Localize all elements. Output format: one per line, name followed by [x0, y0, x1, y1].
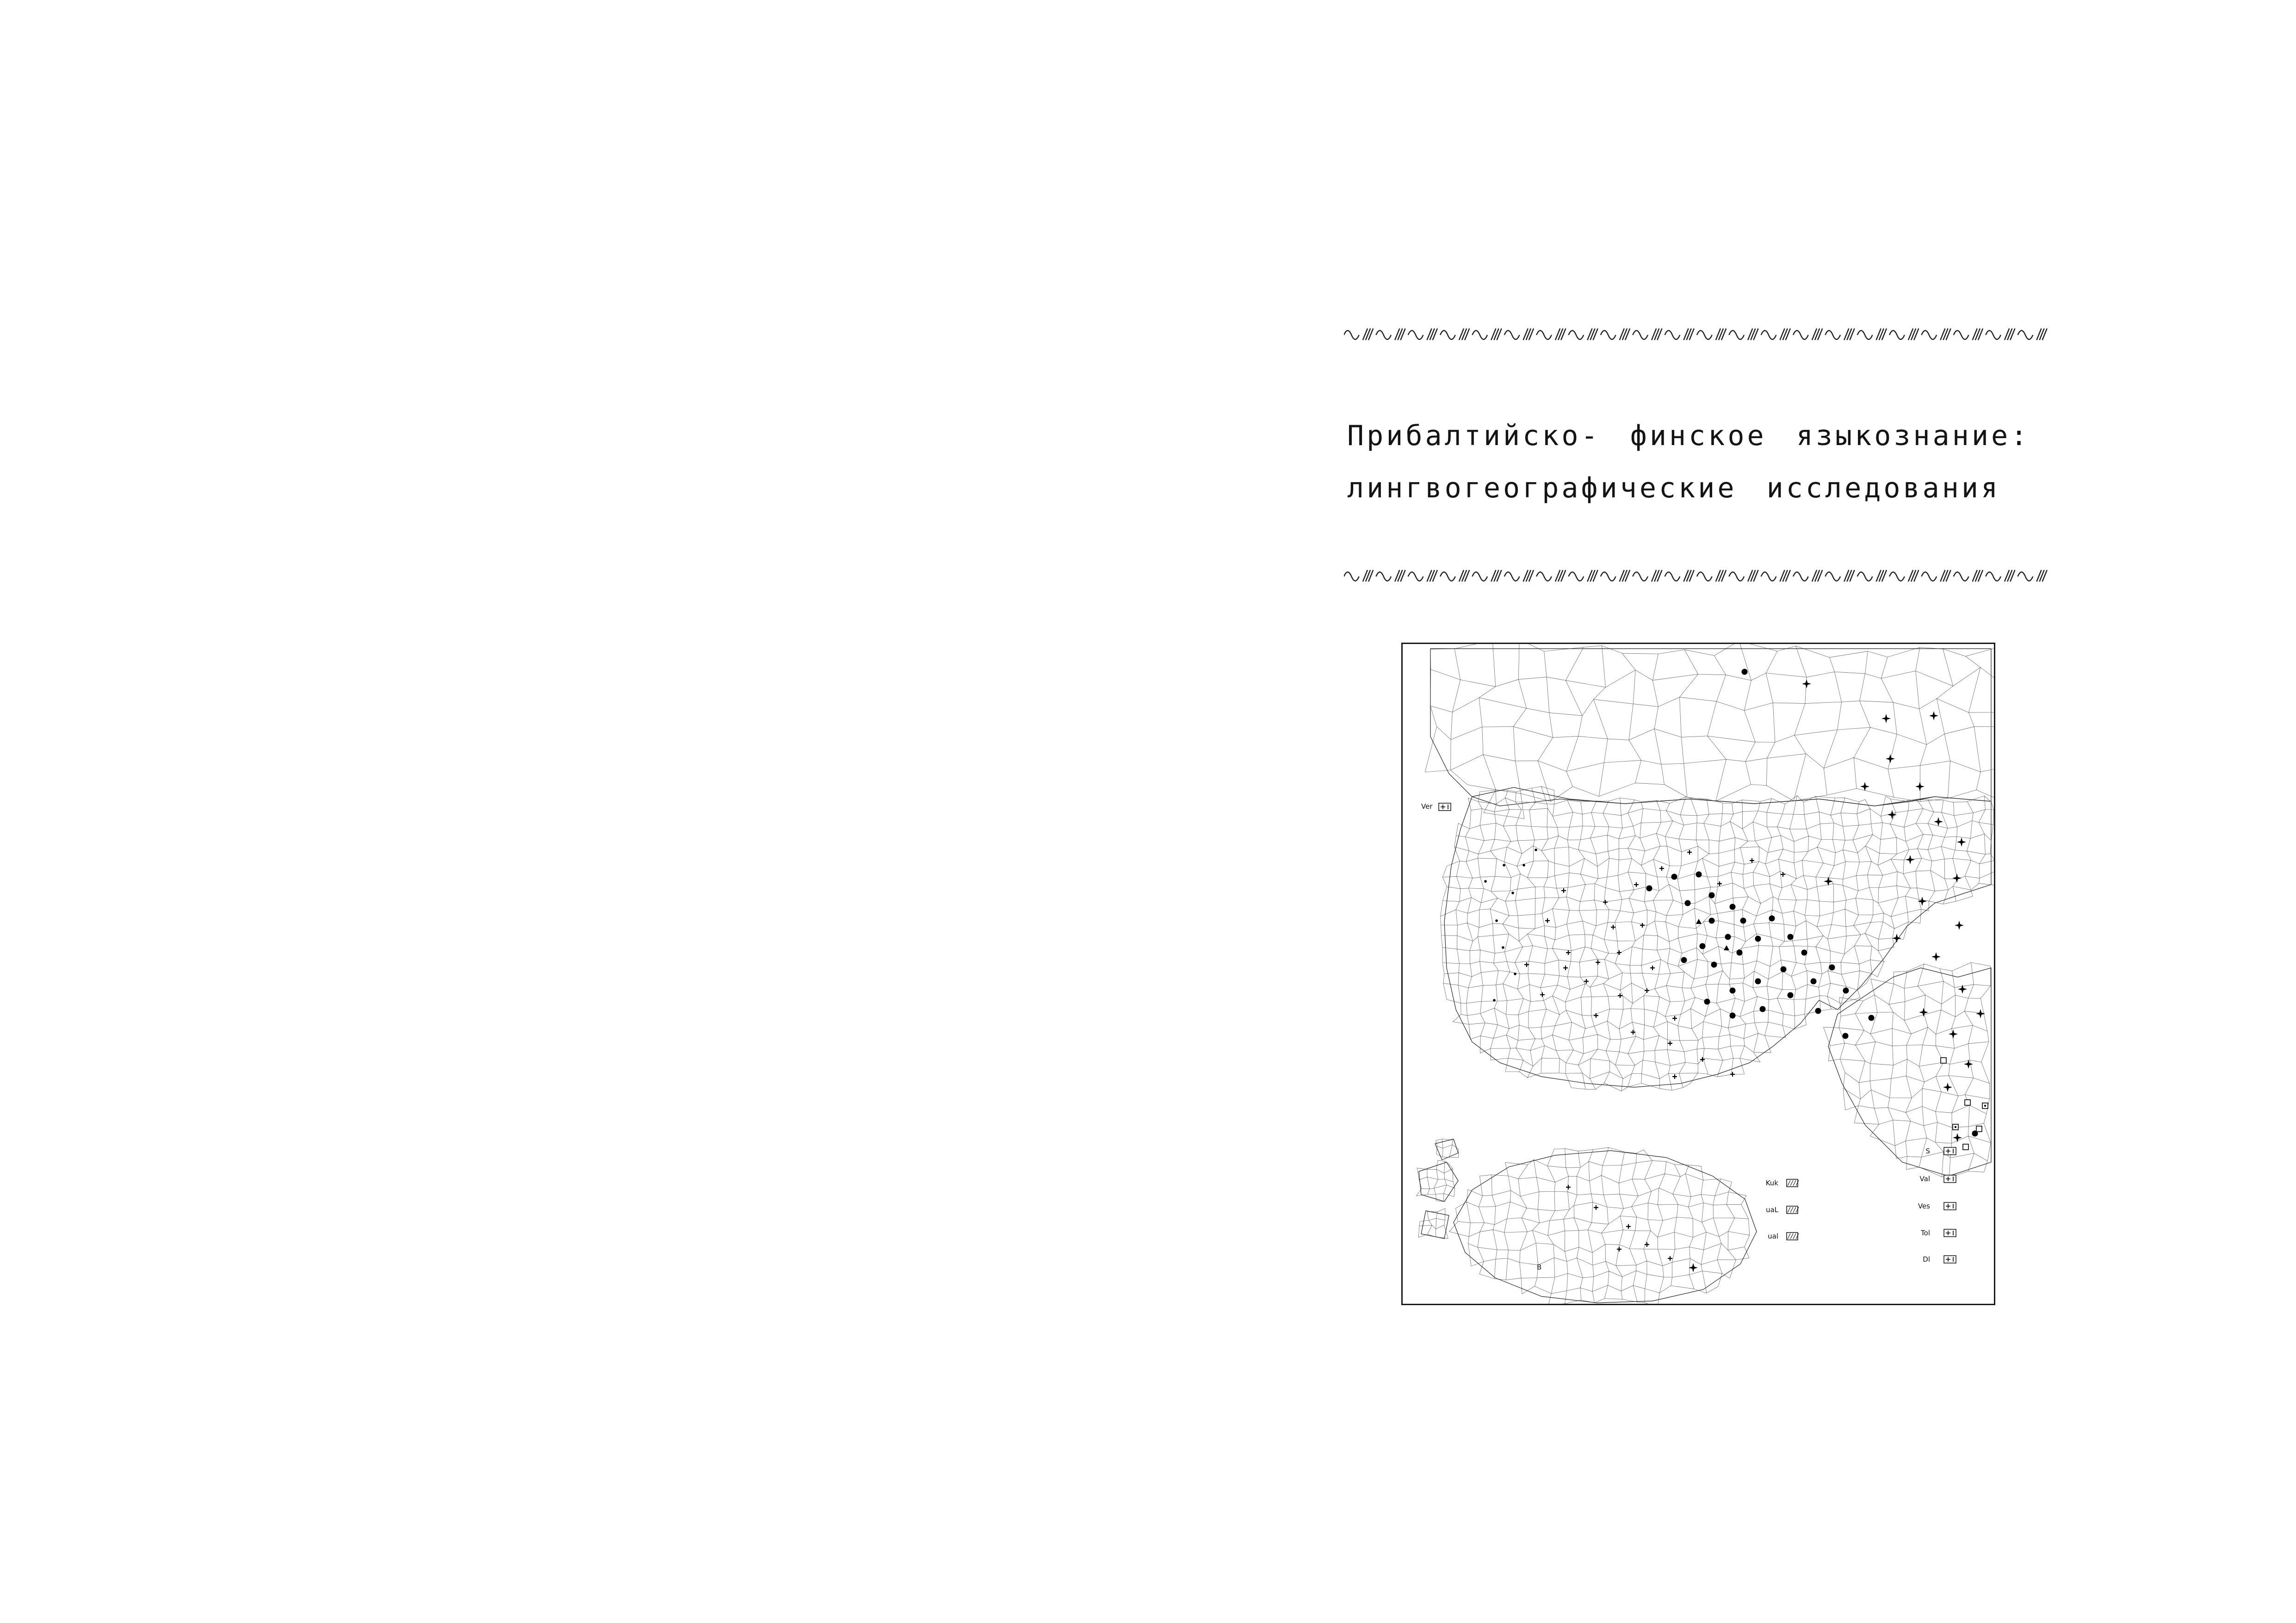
filled-circle-marker — [1681, 957, 1687, 963]
cross-marker — [1596, 960, 1600, 965]
ornament-divider-top — [1344, 324, 2052, 345]
cross-marker — [1631, 1030, 1635, 1035]
star-marker — [1915, 782, 1925, 791]
cross-marker — [1594, 1013, 1598, 1018]
star-marker — [1931, 952, 1941, 961]
star-marker — [1802, 679, 1811, 688]
cross-marker — [1672, 1074, 1677, 1079]
legend-label: Kuk — [1765, 1179, 1778, 1187]
filled-circle-marker — [1740, 918, 1746, 924]
dot-marker — [1535, 849, 1537, 851]
filled-circle-marker — [1730, 904, 1736, 910]
star-marker — [1918, 897, 1927, 906]
cross-marker — [1781, 872, 1785, 877]
cross-marker — [1566, 950, 1571, 955]
cross-marker — [1687, 850, 1692, 855]
filled-circle-marker — [1742, 669, 1748, 675]
filled-circle-marker — [1801, 950, 1807, 956]
cross-marker — [1668, 1256, 1672, 1261]
dot-marker — [1502, 946, 1504, 949]
cross-marker — [1645, 988, 1649, 993]
filled-circle-marker — [1829, 965, 1835, 971]
cross-marker — [1540, 992, 1545, 997]
dot-marker — [1514, 973, 1516, 975]
open-square-marker — [1941, 1058, 1946, 1063]
title-line-2: лингвогеографические исследования — [1347, 472, 2001, 504]
star-marker — [1892, 934, 1901, 943]
cross-marker — [1611, 925, 1615, 929]
filled-circle-marker — [1815, 1008, 1821, 1014]
triangle-marker — [1724, 945, 1729, 950]
cross-marker — [1545, 918, 1550, 923]
cross-marker — [1750, 858, 1754, 863]
cross-marker — [1672, 1016, 1677, 1021]
cross-marker — [1617, 1247, 1621, 1251]
cross-marker — [1634, 882, 1639, 887]
cross-marker — [1618, 993, 1622, 998]
star-marker — [1952, 873, 1962, 883]
dialect-map-figure — [1401, 643, 1995, 1305]
title-line-1: Прибалтийско- финское языкознание: — [1347, 420, 2030, 452]
ver-annotation — [1421, 802, 1451, 811]
legend-left-column — [1766, 1179, 1799, 1240]
filled-circle-marker — [1725, 934, 1731, 940]
star-marker — [1953, 1133, 1962, 1142]
parish-boundary-mesh — [1417, 644, 1994, 1304]
filled-circle-marker — [1730, 988, 1736, 994]
cross-marker — [1603, 900, 1608, 904]
filled-circle-marker — [1671, 874, 1677, 880]
dot-marker — [1522, 864, 1525, 867]
filled-circle-marker — [1811, 979, 1817, 985]
open-square-marker — [1963, 1144, 1968, 1150]
legend-right-column — [1918, 1147, 1956, 1264]
cross-marker — [1650, 966, 1655, 970]
b-label: B — [1537, 1263, 1542, 1271]
filled-circle-marker — [1709, 892, 1715, 898]
star-marker — [1906, 855, 1915, 864]
dot-marker — [1511, 892, 1514, 894]
legend-label: Ves — [1918, 1202, 1930, 1210]
cross-marker — [1594, 1205, 1598, 1210]
star-marker — [1943, 1083, 1952, 1092]
page-title — [1347, 410, 2030, 514]
cross-marker — [1617, 950, 1621, 955]
star-marker — [1949, 1029, 1958, 1039]
filled-circle-marker — [1788, 934, 1794, 940]
filled-circle-marker — [1843, 1033, 1849, 1039]
filled-circle-marker — [1788, 992, 1794, 998]
filled-circle-marker — [1781, 966, 1787, 973]
legend-label: Val — [1919, 1175, 1930, 1183]
star-marker — [1976, 1009, 1985, 1018]
star-marker — [1964, 1059, 1973, 1069]
cross-marker — [1659, 866, 1664, 871]
filled-circle-marker — [1769, 916, 1775, 922]
open-square-marker — [1976, 1126, 1982, 1132]
filled-circle-marker — [1737, 950, 1743, 956]
filled-circle-marker — [1755, 936, 1761, 942]
dot-marker — [1484, 880, 1487, 883]
filled-circle-marker — [1709, 918, 1715, 924]
filled-circle-marker — [1685, 900, 1691, 906]
cross-marker — [1626, 1224, 1631, 1229]
dot-marker — [1503, 864, 1505, 867]
star-marker — [1886, 754, 1895, 763]
star-marker — [1955, 921, 1964, 930]
dot-marker — [1495, 919, 1498, 922]
legend-label: S — [1925, 1147, 1930, 1155]
dot-marker — [1493, 999, 1496, 1002]
filled-circle-marker — [1843, 988, 1849, 994]
dialect-map — [1403, 644, 1994, 1304]
filled-circle-marker — [1646, 886, 1652, 892]
triangle-marker — [1696, 919, 1702, 924]
star-marker — [1934, 817, 1943, 826]
legend-label: ual — [1768, 1232, 1778, 1240]
open-square-marker — [1965, 1100, 1970, 1105]
star-marker — [1929, 711, 1938, 720]
filled-circle-marker — [1760, 1006, 1766, 1012]
filled-circle-marker — [1755, 979, 1761, 985]
cross-marker — [1561, 888, 1566, 893]
cross-marker — [1640, 923, 1645, 928]
cross-marker — [1566, 1185, 1571, 1189]
legend-label: Tol — [1921, 1229, 1930, 1237]
cross-marker — [1645, 1242, 1649, 1247]
ver-label: Ver — [1421, 802, 1433, 811]
filled-circle-marker — [1700, 943, 1706, 949]
legend-label: uaL — [1765, 1206, 1778, 1214]
legend-label: Dl — [1923, 1255, 1930, 1264]
filled-circle-marker — [1730, 1013, 1736, 1019]
cross-marker — [1668, 1041, 1672, 1046]
filled-circle-marker — [1696, 872, 1702, 878]
cross-marker — [1700, 1057, 1705, 1062]
ornament-divider-bottom — [1344, 565, 2052, 587]
filled-circle-marker — [1711, 962, 1717, 968]
star-marker — [1957, 837, 1966, 847]
b-annotation — [1537, 1263, 1541, 1271]
filled-circle-marker — [1869, 1015, 1875, 1021]
cross-marker — [1563, 966, 1568, 970]
filled-circle-marker — [1704, 999, 1710, 1005]
cross-marker — [1730, 1072, 1735, 1077]
star-marker — [1881, 714, 1891, 723]
